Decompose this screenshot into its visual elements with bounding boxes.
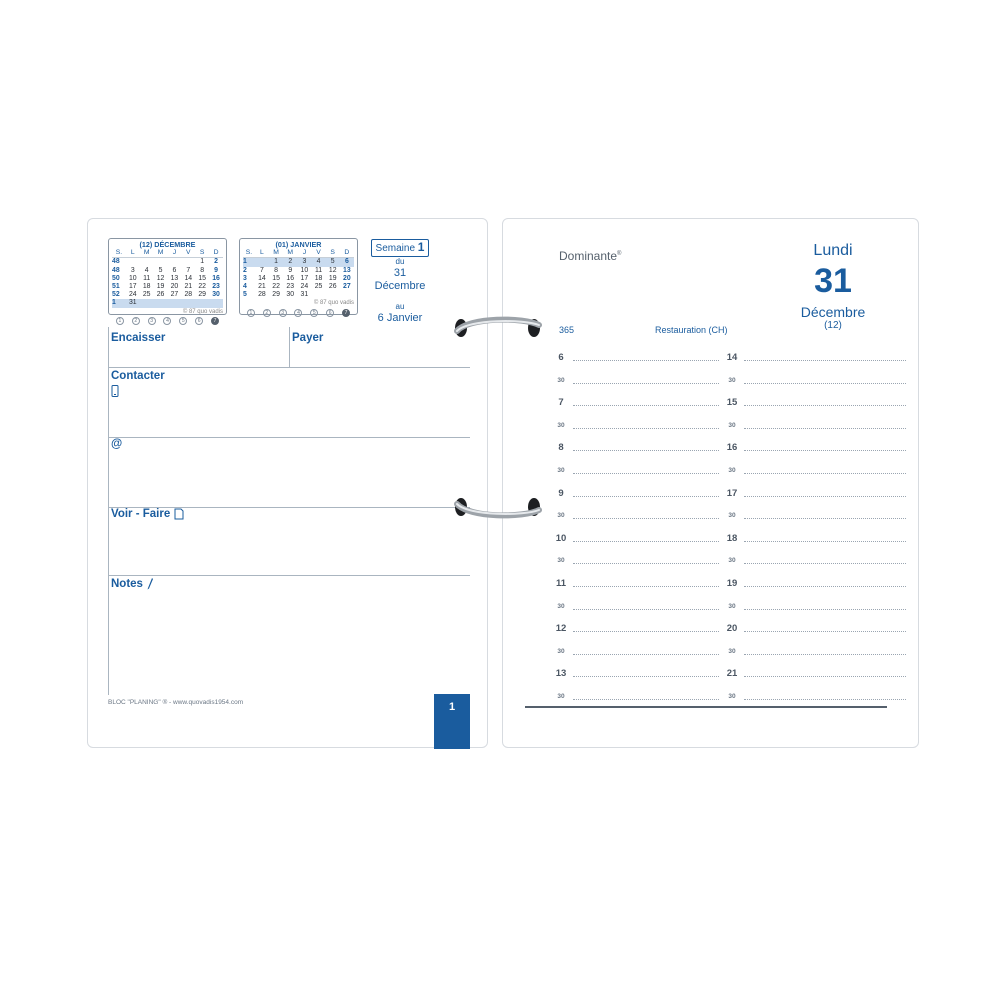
mini-calendar-january bbox=[239, 238, 358, 315]
hour-label: 30 bbox=[557, 602, 565, 610]
weekday-circle: 7 bbox=[342, 309, 350, 317]
schedule-slot[interactable] bbox=[724, 488, 908, 500]
day-cell bbox=[209, 299, 223, 307]
week-number-cell: 4 bbox=[243, 283, 247, 291]
day-cell: 31 bbox=[300, 291, 309, 299]
day-cell: 15 bbox=[272, 274, 280, 282]
week-number-cell: 3 bbox=[243, 274, 247, 282]
hour-label: 30 bbox=[557, 376, 565, 384]
schedule-slot[interactable] bbox=[724, 442, 908, 454]
weekday-header: S. bbox=[243, 249, 255, 258]
day-of-year: 365 bbox=[559, 325, 575, 335]
schedule-slot[interactable] bbox=[553, 375, 721, 387]
mini-calendar-title: (01) JANVIER bbox=[275, 240, 322, 249]
schedule-slot[interactable] bbox=[724, 465, 908, 477]
week-number-cell: 1 bbox=[112, 299, 126, 307]
encaisser-heading: Encaisser bbox=[111, 332, 166, 344]
payer-heading: Payer bbox=[292, 332, 324, 344]
writing-line bbox=[744, 541, 906, 542]
weekday-circle: 4 bbox=[163, 317, 171, 325]
schedule-slot[interactable] bbox=[553, 465, 721, 477]
week-row bbox=[112, 267, 223, 275]
day-cell bbox=[195, 299, 209, 307]
day-cell: 3 bbox=[130, 266, 135, 274]
day-cell: 29 bbox=[198, 291, 207, 299]
day-cell: 28 bbox=[184, 291, 193, 299]
page-number-tab: 1 bbox=[434, 694, 470, 749]
day-cell: 8 bbox=[274, 266, 278, 274]
day-cell: 2 bbox=[214, 258, 218, 266]
weekday-header: L bbox=[126, 249, 140, 258]
day-cell: 25 bbox=[314, 283, 323, 291]
day-cell: 12 bbox=[328, 266, 337, 274]
day-cell: 17 bbox=[128, 283, 137, 291]
schedule-slot[interactable] bbox=[553, 555, 721, 567]
weekday-header: V bbox=[311, 249, 325, 258]
day-cell: 27 bbox=[170, 291, 179, 299]
day-cell: 11 bbox=[314, 266, 323, 274]
hour-label: 30 bbox=[557, 512, 565, 520]
weekday-header: S bbox=[195, 249, 209, 258]
day-cell bbox=[340, 291, 354, 299]
notes-heading: Notes bbox=[111, 578, 143, 590]
contacter-heading: Contacter bbox=[111, 370, 165, 382]
day-cell: 20 bbox=[343, 274, 351, 282]
writing-line bbox=[744, 609, 906, 610]
email-heading: @ bbox=[111, 438, 123, 450]
hour-label: 8 bbox=[558, 442, 564, 454]
day-cell: 21 bbox=[258, 283, 266, 291]
hour-label: 6 bbox=[558, 352, 564, 363]
week-number: 1 bbox=[417, 240, 425, 254]
date-header bbox=[778, 241, 888, 332]
week-number-cell: 48 bbox=[112, 258, 120, 266]
week-number-cell: 2 bbox=[243, 266, 247, 274]
voir-faire-heading: Voir - Faire bbox=[111, 508, 171, 520]
week-number-cell: 1 bbox=[243, 258, 255, 267]
day-cell: 13 bbox=[170, 274, 179, 282]
day-cell: 9 bbox=[214, 266, 218, 274]
week-label bbox=[371, 239, 430, 257]
weekday-circle: 6 bbox=[326, 309, 334, 317]
schedule-slot[interactable] bbox=[724, 601, 908, 613]
writing-line bbox=[573, 473, 719, 474]
day-cell: 9 bbox=[288, 266, 293, 274]
day-name: Lundi bbox=[813, 242, 853, 259]
mini-calendar-grid bbox=[243, 249, 354, 307]
writing-line bbox=[573, 676, 719, 677]
day-cell: 16 bbox=[286, 274, 295, 282]
schedule-slot[interactable] bbox=[724, 555, 908, 567]
writing-line bbox=[744, 496, 906, 497]
schedule-slot[interactable] bbox=[724, 420, 908, 432]
writing-line bbox=[744, 405, 906, 406]
schedule-bottom-line bbox=[525, 706, 887, 708]
writing-line bbox=[744, 699, 906, 700]
to-date: 6 Janvier bbox=[377, 312, 423, 324]
weekday-header: J bbox=[168, 249, 182, 258]
hour-label: 17 bbox=[726, 487, 738, 499]
weekday-circle: 4 bbox=[294, 309, 302, 317]
hour-label: 30 bbox=[728, 693, 736, 700]
day-cell: 17 bbox=[300, 274, 309, 282]
hour-label: 12 bbox=[555, 623, 567, 635]
day-cell: 24 bbox=[128, 291, 137, 299]
hour-label: 13 bbox=[555, 668, 567, 680]
day-cell: 10 bbox=[300, 266, 309, 274]
weekday-circles bbox=[243, 309, 354, 317]
weekday-header: M bbox=[269, 249, 283, 258]
divider bbox=[108, 575, 109, 695]
schedule-slot[interactable] bbox=[553, 578, 721, 590]
day-cell: 5 bbox=[326, 258, 340, 267]
hour-label: 30 bbox=[557, 421, 565, 429]
week-row bbox=[243, 258, 354, 267]
day-cell bbox=[181, 258, 195, 267]
day-cell: 3 bbox=[297, 258, 311, 267]
day-cell: 8 bbox=[200, 266, 205, 274]
hour-label: 11 bbox=[555, 578, 567, 589]
day-cell bbox=[326, 291, 340, 299]
hour-label: 30 bbox=[728, 467, 736, 474]
day-cell bbox=[140, 258, 154, 267]
day-cell: 18 bbox=[314, 274, 323, 282]
day-cell: 11 bbox=[143, 274, 151, 282]
writing-line bbox=[744, 518, 906, 519]
divider bbox=[108, 575, 470, 576]
writing-line bbox=[744, 360, 906, 361]
weekday-header: M bbox=[140, 249, 154, 258]
day-cell: 6 bbox=[172, 266, 177, 274]
checklist-icon bbox=[174, 508, 184, 520]
week-row bbox=[243, 275, 354, 283]
week-number-cell: 52 bbox=[112, 291, 120, 299]
hour-label: 30 bbox=[557, 467, 565, 474]
schedule-slot[interactable] bbox=[553, 510, 721, 522]
day-cell: 1 bbox=[269, 258, 283, 267]
footer-text: BLOC "PLANING" ® - www.quovadis1954.com bbox=[108, 699, 244, 706]
writing-line bbox=[744, 563, 906, 564]
day-cell: 2 bbox=[283, 258, 297, 267]
schedule-slot[interactable] bbox=[553, 668, 721, 680]
hour-label: 30 bbox=[728, 512, 736, 520]
writing-line bbox=[573, 360, 719, 361]
writing-line bbox=[573, 428, 719, 429]
week-number-cell: 48 bbox=[112, 266, 120, 274]
mini-calendar-december bbox=[108, 238, 227, 324]
binder-ring-icon bbox=[449, 492, 546, 522]
day-cell bbox=[154, 258, 168, 267]
hour-label: 14 bbox=[726, 352, 738, 363]
writing-line bbox=[744, 428, 906, 429]
day-cell: 31 bbox=[126, 299, 140, 307]
registered-mark: ® bbox=[617, 251, 622, 257]
day-cell: 23 bbox=[212, 283, 220, 291]
hour-label: 30 bbox=[728, 421, 736, 429]
weekday-header: D bbox=[340, 249, 354, 258]
day-cell: 4 bbox=[311, 258, 325, 267]
weekday-circle: 1 bbox=[116, 317, 124, 325]
hour-label: 10 bbox=[555, 532, 567, 544]
month-name: Décembre bbox=[800, 304, 866, 320]
schedule-slot[interactable] bbox=[724, 352, 908, 364]
hour-label: 30 bbox=[728, 602, 736, 610]
hour-label: 18 bbox=[726, 532, 738, 544]
phone-icon bbox=[111, 385, 119, 397]
schedule-slot[interactable] bbox=[553, 488, 721, 500]
writing-line bbox=[744, 631, 906, 632]
day-cell: 30 bbox=[286, 291, 295, 299]
week-row bbox=[112, 299, 223, 307]
divider bbox=[108, 507, 109, 575]
day-cell: 13 bbox=[343, 266, 351, 274]
schedule-slot[interactable] bbox=[553, 420, 721, 432]
divider bbox=[289, 327, 290, 367]
day-cell: 20 bbox=[170, 283, 179, 291]
writing-line bbox=[573, 631, 719, 632]
weekday-circle: 5 bbox=[310, 309, 318, 317]
from-date: 31 Décembre bbox=[374, 267, 426, 292]
hour-label: 30 bbox=[728, 376, 736, 384]
week-number-cell: 51 bbox=[112, 283, 120, 291]
writing-line bbox=[573, 405, 719, 406]
writing-line bbox=[573, 563, 719, 564]
schedule-slot[interactable] bbox=[724, 668, 908, 680]
hour-label: 30 bbox=[728, 647, 736, 655]
day-cell: 19 bbox=[156, 283, 165, 291]
from-word: du bbox=[395, 257, 405, 266]
day-cell: 23 bbox=[286, 283, 295, 291]
day-cell: 14 bbox=[184, 274, 193, 282]
hour-label: 7 bbox=[558, 397, 564, 409]
day-cell: 26 bbox=[328, 283, 337, 291]
schedule-slot[interactable] bbox=[724, 533, 908, 545]
schedule-slot[interactable] bbox=[553, 601, 721, 613]
day-cell bbox=[140, 299, 154, 307]
day-cell: 29 bbox=[272, 291, 280, 299]
binder-ring-icon bbox=[449, 313, 546, 343]
schedule-slot[interactable] bbox=[724, 623, 908, 635]
weekday-header: M bbox=[283, 249, 297, 258]
mini-calendar-grid bbox=[112, 249, 223, 316]
day-cell: 14 bbox=[258, 274, 266, 282]
hour-label: 30 bbox=[557, 693, 565, 700]
schedule-slot[interactable] bbox=[553, 691, 721, 703]
divider bbox=[108, 437, 470, 438]
schedule-slot[interactable] bbox=[553, 352, 721, 364]
week-row bbox=[112, 258, 223, 267]
day-cell: 12 bbox=[156, 274, 165, 282]
day-cell bbox=[168, 258, 182, 267]
weekday-header: J bbox=[297, 249, 311, 258]
writing-line bbox=[744, 586, 906, 587]
calendar-credit: © 87 quo vadis bbox=[182, 308, 223, 315]
hour-label: 19 bbox=[726, 578, 738, 589]
writing-line bbox=[573, 518, 719, 519]
writing-line bbox=[573, 586, 719, 587]
divider bbox=[108, 327, 109, 367]
day-cell: 30 bbox=[212, 291, 220, 299]
week-row bbox=[112, 275, 223, 283]
month-number: (12) bbox=[824, 320, 842, 331]
hour-label: 9 bbox=[558, 487, 564, 499]
schedule-slot[interactable] bbox=[553, 397, 721, 409]
day-cell bbox=[168, 299, 182, 307]
weekday-header: M bbox=[154, 249, 168, 258]
weekday-circle: 5 bbox=[179, 317, 187, 325]
day-cell: 18 bbox=[142, 283, 151, 291]
week-row bbox=[243, 267, 354, 275]
day-cell bbox=[311, 291, 325, 299]
schedule-slot[interactable] bbox=[553, 623, 721, 635]
weekday-circle: 6 bbox=[195, 317, 203, 325]
writing-line bbox=[744, 383, 906, 384]
week-row bbox=[243, 283, 354, 291]
day-cell bbox=[181, 299, 195, 307]
weekday-circle: 7 bbox=[211, 317, 219, 325]
day-cell: 7 bbox=[260, 266, 264, 274]
week-row bbox=[243, 291, 354, 299]
writing-line bbox=[744, 654, 906, 655]
day-cell bbox=[154, 299, 168, 307]
hour-label: 20 bbox=[726, 623, 738, 635]
weekday-header: S bbox=[326, 249, 340, 258]
writing-line bbox=[573, 699, 719, 700]
holiday-label: Restauration (CH) bbox=[655, 325, 728, 335]
week-row bbox=[112, 283, 223, 291]
day-cell: 21 bbox=[184, 283, 193, 291]
hour-label: 30 bbox=[557, 557, 565, 565]
schedule-slot[interactable] bbox=[724, 691, 908, 703]
dominante-label bbox=[559, 249, 621, 263]
hour-label: 30 bbox=[728, 557, 736, 565]
schedule-slot[interactable] bbox=[553, 442, 721, 454]
day-cell: 6 bbox=[340, 258, 354, 267]
weekday-circle: 2 bbox=[263, 309, 271, 317]
schedule-slot[interactable] bbox=[724, 646, 908, 658]
day-cell: 4 bbox=[144, 266, 149, 274]
writing-line bbox=[573, 496, 719, 497]
day-cell: 28 bbox=[258, 291, 266, 299]
writing-line bbox=[744, 450, 906, 451]
writing-line bbox=[573, 383, 719, 384]
dominante-text: Dominante bbox=[559, 249, 618, 263]
schedule-slot[interactable] bbox=[724, 510, 908, 522]
day-cell: 5 bbox=[158, 266, 163, 274]
day-cell: 22 bbox=[272, 283, 280, 291]
calendar-credit: © 87 quo vadis bbox=[313, 300, 354, 307]
day-cell: 24 bbox=[300, 283, 309, 291]
weekday-circle: 1 bbox=[247, 309, 255, 317]
day-cell: 1 bbox=[200, 258, 205, 266]
week-number-cell: 50 bbox=[112, 274, 120, 282]
schedule-slot[interactable] bbox=[724, 397, 908, 409]
writing-line bbox=[573, 541, 719, 542]
day-cell: 7 bbox=[186, 266, 191, 274]
weekday-header: D bbox=[209, 249, 223, 258]
weekday-header: S. bbox=[112, 249, 126, 258]
writing-line bbox=[744, 676, 906, 677]
pen-icon bbox=[146, 577, 154, 590]
week-range bbox=[370, 238, 430, 325]
writing-line bbox=[573, 654, 719, 655]
hour-label: 16 bbox=[726, 442, 738, 454]
writing-line bbox=[744, 473, 906, 474]
day-cell: 16 bbox=[212, 274, 220, 282]
weekday-circles bbox=[112, 317, 223, 325]
week-number-cell: 5 bbox=[243, 291, 247, 299]
schedule-slot[interactable] bbox=[724, 375, 908, 387]
week-row bbox=[112, 291, 223, 299]
weekday-circle: 2 bbox=[132, 317, 140, 325]
left-page bbox=[87, 218, 488, 748]
to-word: au bbox=[395, 302, 405, 311]
day-cell: 10 bbox=[128, 274, 137, 282]
day-cell: 15 bbox=[198, 274, 207, 282]
weekday-header: L bbox=[255, 249, 269, 258]
weekday-header: V bbox=[181, 249, 195, 258]
hour-label: 21 bbox=[726, 668, 738, 680]
writing-line bbox=[573, 450, 719, 451]
day-cell: 19 bbox=[328, 274, 337, 282]
day-cell: 26 bbox=[156, 291, 165, 299]
divider bbox=[108, 367, 470, 368]
mini-calendar-title: (12) DÉCEMBRE bbox=[139, 240, 196, 249]
weekday-circle: 3 bbox=[148, 317, 156, 325]
day-cell: 22 bbox=[198, 283, 207, 291]
hour-label: 15 bbox=[726, 397, 738, 409]
week-label-text: Semaine bbox=[375, 243, 415, 254]
weekday-circle: 3 bbox=[279, 309, 287, 317]
day-cell bbox=[255, 258, 269, 267]
day-cell: 27 bbox=[343, 283, 351, 291]
day-cell: 25 bbox=[142, 291, 151, 299]
writing-line bbox=[573, 609, 719, 610]
schedule-slot[interactable] bbox=[553, 646, 721, 658]
schedule-slot[interactable] bbox=[724, 578, 908, 590]
day-cell bbox=[126, 258, 140, 267]
schedule-slot[interactable] bbox=[553, 533, 721, 545]
hour-label: 30 bbox=[557, 647, 565, 655]
day-number: 31 bbox=[814, 262, 852, 300]
right-page bbox=[502, 218, 919, 748]
